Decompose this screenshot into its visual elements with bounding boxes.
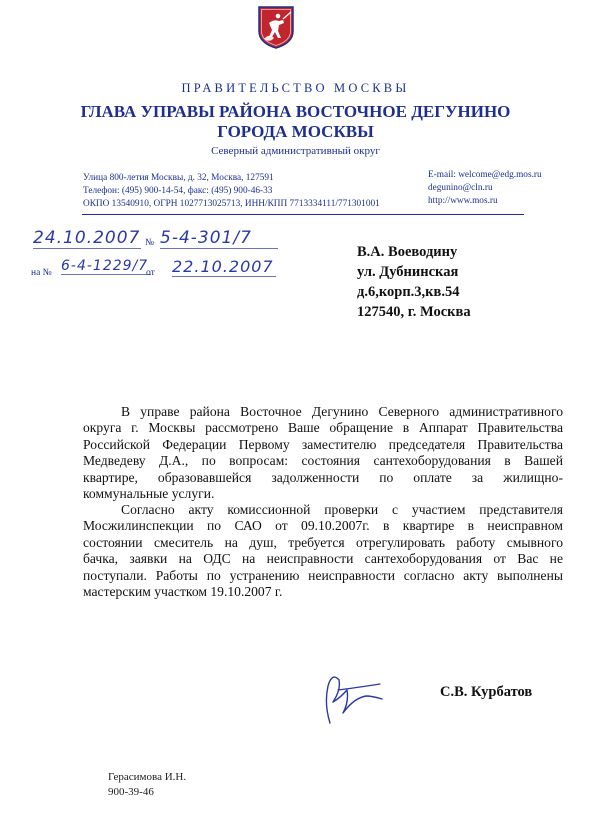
- outgoing-number: 5-4-301/7: [160, 228, 278, 249]
- text-line: округа г. Москвы рассмотрено Ваше обращение в Аппарат Правительства: [83, 420, 563, 436]
- contacts-left: [83, 172, 380, 211]
- addressee-street: ул. Дубнинская: [357, 264, 459, 280]
- contacts-right: [428, 169, 542, 208]
- in-reply-date-label: от: [146, 268, 155, 278]
- text-line: Российской Федерации Первому заместителю председателя Правительства: [83, 436, 563, 452]
- body-paragraph-2: [83, 502, 563, 600]
- in-reply-number-label: на №: [31, 268, 52, 278]
- addressee-city: 127540, г. Москва: [357, 304, 471, 320]
- addressee-building: д.6,корп.3,кв.54: [357, 284, 460, 300]
- executor-phone: 900-39-46: [108, 786, 154, 798]
- website-line: http://www.mos.ru: [428, 196, 498, 206]
- district-name: Северный административный округ: [211, 145, 380, 157]
- text-line: состоянии смеситель на душ, требуется отрегулировать работу смывного: [83, 534, 563, 550]
- number-label: №: [145, 238, 155, 248]
- text-line: квартире, образовавшейся задолженности по оплате за жилищно-: [83, 469, 563, 485]
- email-line: E-mail: welcome@edg.mos.ru: [428, 170, 542, 180]
- phone-fax-line: Телефон: (495) 900-14-54, факс: (495) 900-46-33: [83, 186, 273, 196]
- signer-name: С.В. Курбатов: [440, 684, 533, 700]
- letterhead-divider: [82, 214, 524, 215]
- text-line: Согласно акту комиссионной проверки с участием представителя: [121, 502, 563, 517]
- handwritten-signature: [310, 668, 392, 726]
- text-line: В управе района Восточное Дегунино Северного административного: [121, 404, 563, 419]
- moscow-coat-of-arms-icon: [257, 5, 295, 49]
- text-line: коммунальные услуги.: [83, 486, 215, 502]
- addressee-name: В.А. Воеводину: [357, 244, 458, 260]
- outgoing-date: 24.10.2007: [33, 228, 141, 248]
- text-line: бачка, заявки на ОДС на неисправности сантехоборудования от Вас не: [83, 551, 563, 567]
- body-paragraph-1: [83, 404, 563, 502]
- email-line-2: degunino@cln.ru: [428, 183, 493, 193]
- text-line: Мосжилинспекции по САО от 09.10.2007г. в квартире в неисправном: [83, 518, 563, 534]
- executor-name: Герасимова И.Н.: [108, 771, 187, 783]
- address-line: Улица 800-летия Москвы, д. 32, Москва, 127591: [83, 173, 274, 183]
- government-title: ПРАВИТЕЛЬСТВО МОСКВЫ: [181, 81, 410, 95]
- registration-codes-line: ОКПО 13540910, ОГРН 1027713025713, ИНН/КПП 7713334111/771301001: [83, 199, 380, 209]
- text-line: поступали. Работы по устранению неисправности согласно акту выполнены: [83, 567, 563, 583]
- in-reply-date: 22.10.2007: [172, 257, 276, 277]
- text-line: мастерским участком 19.10.2007 г.: [83, 584, 283, 600]
- organization-title-line1: ГЛАВА УПРАВЫ РАЙОНА ВОСТОЧНОЕ ДЕГУНИНО: [80, 102, 511, 121]
- text-line: Медведеву Д.А., по вопросам: состояния сантехоборудования в Вашей: [83, 453, 563, 469]
- in-reply-number: 6-4-1229/7: [61, 258, 151, 275]
- organization-title-line2: ГОРОДА МОСКВЫ: [217, 122, 374, 141]
